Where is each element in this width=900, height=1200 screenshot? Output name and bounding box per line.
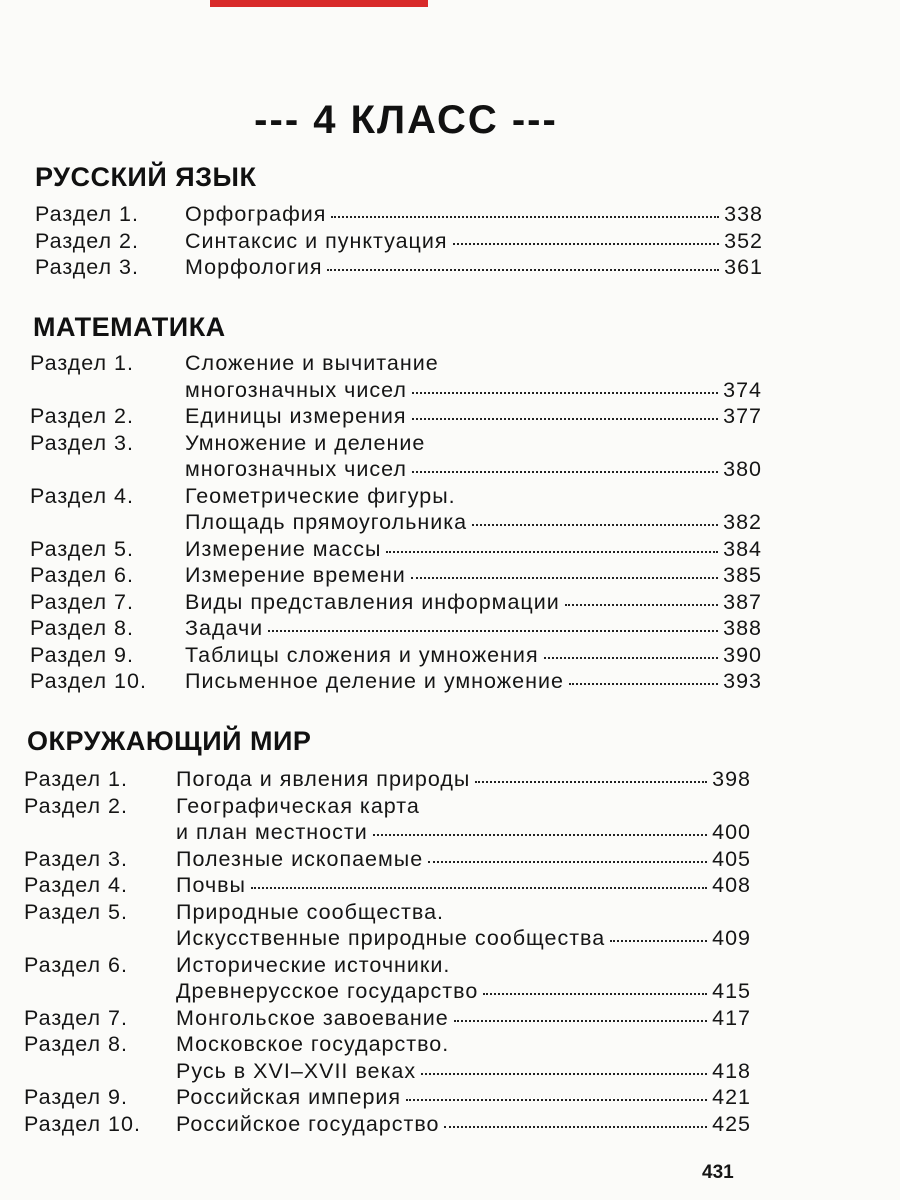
- entry-body: [176, 846, 751, 873]
- page-ref: 425: [712, 1111, 751, 1136]
- dot-leader: [453, 243, 720, 245]
- section-number: Раздел 7.: [24, 1005, 128, 1030]
- entry-body: [185, 201, 763, 228]
- dot-leader: [483, 993, 707, 995]
- dot-leader: [475, 781, 707, 783]
- entry-line: [185, 228, 763, 255]
- page-ref: 385: [723, 563, 762, 587]
- section-number: Раздел 1.: [24, 767, 128, 791]
- entry-title: Древнерусское государство: [176, 979, 479, 1003]
- section-number: Раздел 7.: [30, 589, 134, 614]
- page-ref: 408: [712, 873, 751, 897]
- entry-title: Синтаксис и пунктуация: [185, 228, 448, 253]
- toc-entry: [24, 846, 751, 873]
- entry-title: Геометрические фигуры.: [185, 483, 456, 508]
- entry-title: и план местности: [176, 820, 368, 844]
- section-number: Раздел 10.: [24, 1111, 141, 1136]
- toc-entry: [24, 872, 751, 899]
- section-number: Раздел 2.: [35, 228, 139, 253]
- entry-body: [176, 793, 751, 846]
- entry-title: Исторические источники.: [176, 952, 451, 977]
- entry-line: [185, 254, 763, 281]
- page-ref: 377: [723, 404, 762, 428]
- page-ref: 338: [724, 202, 763, 226]
- entry-title: Письменное деление и умножение: [185, 669, 564, 693]
- entry-title: Виды представления информации: [185, 589, 560, 614]
- entry-line: [176, 872, 751, 899]
- toc-entry: [24, 1111, 751, 1138]
- entry-line: [176, 1084, 751, 1111]
- entry-line: [176, 899, 751, 926]
- section-number: Раздел 5.: [30, 536, 134, 561]
- entry-line: [176, 819, 751, 846]
- section-number: Раздел 2.: [30, 404, 134, 428]
- toc-entry: [24, 766, 751, 793]
- section-number: Раздел 8.: [30, 616, 134, 640]
- entry-title: многозначных чисел: [185, 457, 407, 481]
- page-ref: 421: [712, 1085, 751, 1109]
- entry-title: Московское государство.: [176, 1032, 450, 1056]
- toc-entry: [30, 562, 762, 589]
- section-number: Раздел 9.: [24, 1085, 128, 1109]
- dot-leader: [544, 657, 719, 659]
- page-ref: 352: [724, 228, 763, 253]
- dot-leader: [610, 940, 707, 942]
- entry-body: [185, 430, 762, 483]
- page-title: --- 4 КЛАСС ---: [254, 98, 558, 142]
- dot-leader: [444, 1126, 707, 1128]
- toc-entry: [30, 668, 762, 695]
- entry-body: [176, 1084, 751, 1111]
- toc-entry: [30, 615, 762, 642]
- entry-title: Российская империя: [176, 1085, 402, 1109]
- entry-body: [185, 642, 762, 669]
- dot-leader: [412, 471, 718, 473]
- toc-entry: [30, 536, 762, 563]
- dot-leader: [331, 216, 719, 218]
- section-number: Раздел 8.: [24, 1032, 128, 1056]
- entry-line: [176, 925, 751, 952]
- toc-list-math: [30, 350, 762, 695]
- toc-entry: [24, 1084, 751, 1111]
- page-ref: 405: [712, 846, 751, 871]
- page-ref: 415: [712, 979, 751, 1003]
- page-ref: 390: [723, 642, 762, 667]
- section-number: Раздел 3.: [35, 255, 139, 279]
- entry-line: [185, 642, 762, 669]
- section-number: Раздел 4.: [24, 873, 128, 897]
- toc-entry: [30, 483, 762, 536]
- dot-leader: [386, 551, 718, 553]
- entry-body: [185, 483, 762, 536]
- entry-body: [176, 899, 751, 952]
- entry-line: [176, 1005, 751, 1032]
- entry-line: [176, 978, 751, 1005]
- entry-line: [185, 456, 762, 483]
- entry-title: Сложение и вычитание: [185, 351, 439, 375]
- section-number: Раздел 9.: [30, 642, 134, 667]
- page-ref: 400: [712, 820, 751, 844]
- entry-body: [176, 952, 751, 1005]
- section-heading-world: ОКРУЖАЮЩИЙ МИР: [27, 726, 312, 756]
- entry-line: [185, 562, 762, 589]
- toc-entry: [35, 254, 763, 281]
- entry-line: [185, 403, 762, 430]
- dot-leader: [406, 1099, 707, 1101]
- entry-title: Почвы: [176, 873, 247, 897]
- toc-entry: [24, 899, 751, 952]
- page-ref: 398: [712, 767, 751, 791]
- entry-line: [176, 846, 751, 873]
- entry-body: [176, 1031, 751, 1084]
- entry-title: Измерение времени: [185, 563, 406, 587]
- entry-title: Русь в XVI–XVII веках: [176, 1058, 417, 1083]
- dot-leader: [412, 418, 719, 420]
- section-number: Раздел 1.: [30, 351, 134, 375]
- entry-line: [185, 430, 762, 457]
- toc-entry: [24, 793, 751, 846]
- entry-body: [185, 536, 762, 563]
- section-number: Раздел 6.: [30, 563, 134, 587]
- section-number: Раздел 3.: [30, 430, 134, 455]
- entry-line: [176, 1058, 751, 1085]
- entry-title: Географическая карта: [176, 793, 420, 818]
- toc-entry: [35, 201, 763, 228]
- entry-title: Полезные ископаемые: [176, 846, 424, 871]
- entry-title: Площадь прямоугольника: [185, 510, 468, 534]
- dot-leader: [421, 1073, 707, 1075]
- entry-title: Природные сообщества.: [176, 899, 444, 924]
- page-ref: 393: [723, 669, 762, 693]
- toc-entry: [30, 589, 762, 616]
- section-number: Раздел 6.: [24, 952, 128, 977]
- page-ref: 417: [712, 1005, 751, 1030]
- toc-entry: [30, 642, 762, 669]
- section-number: Раздел 3.: [24, 846, 128, 871]
- entry-body: [176, 872, 751, 899]
- page-ref: 382: [723, 510, 762, 534]
- toc-list-world: [24, 766, 751, 1137]
- entry-title: многозначных чисел: [185, 377, 407, 402]
- dot-leader: [411, 577, 718, 579]
- toc-entry: [30, 350, 762, 403]
- entry-line: [176, 793, 751, 820]
- dot-leader: [373, 834, 707, 836]
- entry-title: Единицы измерения: [185, 404, 407, 428]
- entry-line: [176, 1031, 751, 1058]
- page-ref: 361: [724, 255, 763, 279]
- dot-leader: [565, 604, 718, 606]
- toc-entry: [30, 430, 762, 483]
- entry-body: [185, 562, 762, 589]
- page-ref: 384: [723, 536, 762, 561]
- page-ref: 380: [723, 457, 762, 481]
- section-heading-math: МАТЕМАТИКА: [33, 312, 226, 342]
- section-heading-russian: РУССКИЙ ЯЗЫК: [35, 162, 257, 192]
- page-ref: 418: [712, 1058, 751, 1083]
- page-number: 431: [702, 1162, 734, 1183]
- entry-line: [185, 536, 762, 563]
- toc-entry: [24, 952, 751, 1005]
- entry-title: Измерение массы: [185, 536, 382, 561]
- entry-body: [176, 1111, 751, 1138]
- entry-title: Таблицы сложения и умножения: [185, 642, 539, 667]
- entry-body: [185, 589, 762, 616]
- toc-entry: [24, 1005, 751, 1032]
- entry-line: [185, 377, 762, 404]
- dot-leader: [472, 524, 718, 526]
- entry-line: [176, 952, 751, 979]
- entry-title: Умножение и деление: [185, 430, 426, 455]
- page-ref: 409: [712, 926, 751, 950]
- entry-title: Погода и явления природы: [176, 767, 471, 791]
- toc-entry: [24, 1031, 751, 1084]
- page-ref: 387: [723, 589, 762, 614]
- page-ref: 374: [723, 377, 762, 402]
- entry-title: Монгольское завоевание: [176, 1005, 449, 1030]
- entry-line: [185, 509, 762, 536]
- toc-entry: [30, 403, 762, 430]
- entry-body: [185, 403, 762, 430]
- entry-title: Морфология: [185, 255, 323, 279]
- entry-title: Искусственные природные сообщества: [176, 926, 606, 950]
- entry-body: [176, 766, 751, 793]
- top-red-tab: [210, 0, 428, 7]
- entry-line: [185, 668, 762, 695]
- toc-list-russian: [35, 201, 763, 281]
- section-number: Раздел 4.: [30, 483, 134, 508]
- section-number: Раздел 10.: [30, 669, 147, 693]
- entry-body: [176, 1005, 751, 1032]
- entry-body: [185, 350, 762, 403]
- page-ref: 388: [723, 616, 762, 640]
- entry-title: Российское государство: [176, 1111, 440, 1136]
- entry-line: [185, 350, 762, 377]
- dot-leader: [251, 887, 707, 889]
- entry-line: [185, 615, 762, 642]
- entry-body: [185, 615, 762, 642]
- entry-line: [176, 1111, 751, 1138]
- dot-leader: [327, 269, 719, 271]
- entry-title: Орфография: [185, 202, 327, 226]
- entry-line: [185, 589, 762, 616]
- entry-line: [176, 766, 751, 793]
- entry-title: Задачи: [185, 616, 264, 640]
- section-number: Раздел 2.: [24, 793, 128, 818]
- dot-leader: [268, 630, 718, 632]
- entry-body: [185, 668, 762, 695]
- section-number: Раздел 1.: [35, 202, 139, 226]
- dot-leader: [569, 683, 718, 685]
- entry-line: [185, 201, 763, 228]
- entry-body: [185, 228, 763, 255]
- toc-entry: [35, 228, 763, 255]
- entry-body: [185, 254, 763, 281]
- section-number: Раздел 5.: [24, 899, 128, 924]
- entry-line: [185, 483, 762, 510]
- dot-leader: [454, 1020, 707, 1022]
- dot-leader: [412, 392, 718, 394]
- dot-leader: [428, 861, 707, 863]
